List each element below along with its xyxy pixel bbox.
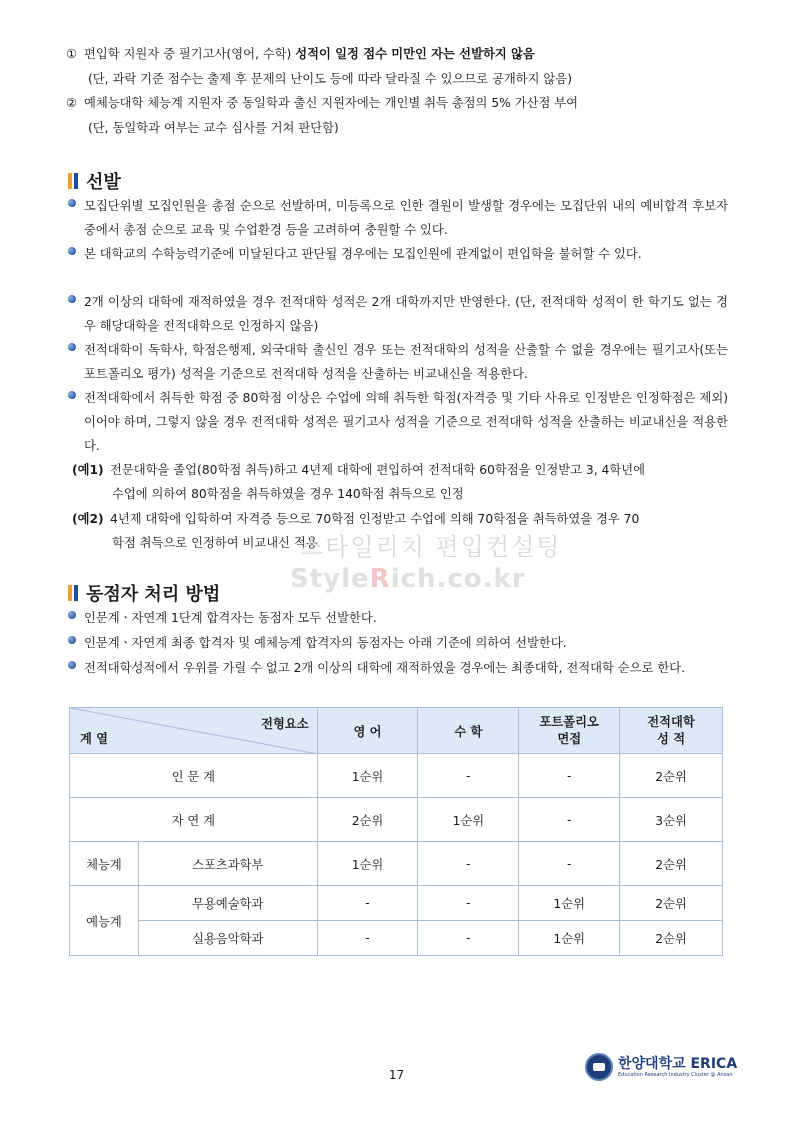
table-row (70, 886, 723, 921)
table-corner-cell (70, 708, 318, 754)
table-header: 영 어 (317, 708, 418, 754)
section-title-tie (68, 580, 220, 606)
logo-subtext: Education Research Industry Cluster @ Ansan (618, 1071, 733, 1078)
bullet-icon (68, 661, 76, 669)
bullet-icon (68, 611, 76, 619)
table-cell: - (317, 921, 418, 956)
table-cell: 2순위 (620, 754, 723, 798)
bullet-icon (68, 199, 76, 207)
row-group-label: 체능계 (70, 842, 139, 886)
table-cell: 1순위 (519, 886, 620, 921)
table-cell: 1순위 (418, 798, 519, 842)
bullet-text: 인문계ㆍ자연계 1단계 합격자는 동점자 모두 선발한다. (84, 611, 377, 625)
table-cell: 2순위 (317, 798, 418, 842)
bullet-icon (68, 295, 76, 303)
section-marker-icon (68, 585, 72, 601)
table-cell: 3순위 (620, 798, 723, 842)
table-cell: 2순위 (620, 886, 723, 921)
section-marker-icon (74, 585, 78, 601)
table-row (70, 798, 723, 842)
note-marker: ① (66, 47, 78, 61)
example-line: 4년제 대학에 입학하여 자격증 등으로 70학점 인정받고 수업에 의해 70학점을 취득하였을 경우 70 (110, 512, 640, 526)
tie-bullet-2 (68, 631, 728, 655)
note-4 (66, 119, 758, 137)
tie-bullet-1 (68, 606, 728, 630)
watermark-part: ich.co.kr (390, 564, 526, 594)
selection-bullet-2 (68, 242, 728, 266)
note-3 (66, 94, 736, 112)
example-line: 전문대학을 졸업(80학점 취득)하고 4년제 대학에 편입하여 전적대학 60학점을 인정받고 3, 4학년에 (110, 463, 645, 477)
table-cell: - (418, 842, 519, 886)
example-label: (예1) (72, 463, 104, 477)
bullet-text: 인문계ㆍ자연계 최종 합격자 및 예체능계 합격자의 동점자는 아래 기준에 의하여 선발한다. (84, 636, 567, 650)
bullet-icon (68, 247, 76, 255)
tie-bullet-3 (68, 656, 728, 680)
selection-bullet-5 (68, 386, 728, 458)
bullet-icon (68, 391, 76, 399)
row-group-label: 예능계 (70, 886, 139, 956)
table-header-row (70, 708, 723, 754)
corner-bottom-label: 계 열 (80, 732, 109, 746)
note-text: (단, 동일학과 여부는 교수 심사를 거쳐 판단함) (88, 121, 339, 135)
note-text: 편입학 지원자 중 필기고사(영어, 수학) (84, 47, 296, 61)
selection-bullet-3 (68, 290, 728, 338)
selection-bullet-4 (68, 338, 728, 386)
row-group-label: 자 연 계 (70, 798, 318, 842)
note-bold-text: 성적이 일정 점수 미만인 자는 선발하지 않음 (295, 47, 535, 61)
university-logo (585, 1053, 737, 1081)
table-header: 전적대학 성 적 (620, 708, 723, 754)
bullet-text: 본 대학교의 수학능력기준에 미달된다고 판단될 경우에는 모집인원에 관계없이 편입학을 불허할 수 있다. (84, 247, 642, 261)
logo-text: 한양대학교 ERICA (618, 1055, 738, 1072)
example-1 (72, 458, 728, 506)
bullet-icon (68, 343, 76, 351)
note-marker: ② (66, 96, 78, 110)
section-title-selection (68, 168, 121, 194)
bullet-text: 전적대학에서 취득한 학점 중 80학점 이상은 수업에 의해 취득한 학점(자격증 및 기타 사유로 인정받은 인정학점은 제외)이어야 하며, 그렇지 않을 경우 전적대학 성적은 필기고사 성적을 기준으로 전적대학 성적을 산출하는 비교내신을 적용한다. (84, 391, 728, 453)
selection-bullet-1 (68, 194, 728, 242)
row-group-label: 인 문 계 (70, 754, 318, 798)
university-seal-icon (585, 1053, 613, 1081)
watermark-part: R (369, 564, 391, 594)
note-2 (66, 70, 758, 88)
table-cell: - (418, 754, 519, 798)
section-title-text: 선발 (86, 172, 121, 193)
tie-break-table (69, 707, 723, 956)
page-number: 17 (388, 1068, 405, 1082)
watermark-part: Style (290, 564, 370, 594)
bullet-text: 전적대학이 독학사, 학점은행제, 외국대학 출신인 경우 또는 전적대학의 성적을 산출할 수 없을 경우에는 필기고사(또는 포트폴리오 평가) 성적을 기준으로 전적대학 성적을 산출하는 비교내신을 적용한다. (84, 343, 728, 381)
table-cell: 1순위 (317, 842, 418, 886)
table-cell: 1순위 (317, 754, 418, 798)
example-line: 수업에 의하여 80학점을 취득하였을 경우 140학점 취득으로 인정 (112, 487, 464, 501)
row-sub-label: 실용음악학과 (138, 921, 317, 956)
bullet-icon (68, 636, 76, 644)
table-cell: 2순위 (620, 921, 723, 956)
table-header: 포트폴리오 면접 (519, 708, 620, 754)
table-cell: - (317, 886, 418, 921)
table-cell: 2순위 (620, 842, 723, 886)
note-text: (단, 과락 기준 점수는 출제 후 문제의 난이도 등에 따라 달라질 수 있으므로 공개하지 않음) (88, 72, 572, 86)
table-cell: - (418, 921, 519, 956)
bullet-text: 2개 이상의 대학에 재적하였을 경우 전적대학 성적은 2개 대학까지만 반영한다. (단, 전적대학 성적이 한 학기도 없는 경우 해당대학을 전적대학으로 인정하지 않음) (84, 295, 728, 333)
corner-top-label: 전형요소 (261, 717, 309, 731)
row-sub-label: 스포츠과학부 (138, 842, 317, 886)
section-title-text: 동점자 처리 방법 (86, 584, 221, 605)
table-row (70, 921, 723, 956)
table-row (70, 842, 723, 886)
section-marker-icon (74, 173, 78, 189)
table-cell: - (519, 754, 620, 798)
watermark-text: 스타일리치 편입컨설팅 (300, 533, 562, 561)
bullet-text: 모집단위별 모집인원을 총점 순으로 선발하며, 미등록으로 인한 결원이 발생할 경우에는 모집단위 내의 예비합격 후보자 중에서 총점 순으로 교육 및 수업환경 등을 고려하여 충원할 수 있다. (84, 199, 728, 237)
note-text: 예체능대학 체능계 지원자 중 동일학과 출신 지원자에는 개인별 취득 총점의 5% 가산점 부여 (84, 96, 579, 110)
table-header: 수 학 (418, 708, 519, 754)
section-marker-icon (68, 173, 72, 189)
table-cell: - (519, 798, 620, 842)
table-cell: - (418, 886, 519, 921)
watermark-url (290, 564, 526, 594)
table-cell: 1순위 (519, 921, 620, 956)
row-sub-label: 무용예술학과 (138, 886, 317, 921)
note-1 (66, 45, 736, 63)
example-line: 학점 취득으로 인정하여 비교내신 적용 (112, 536, 318, 550)
bullet-text: 전적대학성적에서 우위를 가릴 수 없고 2개 이상의 대학에 재적하였을 경우에는 최종대학, 전적대학 순으로 한다. (84, 661, 686, 675)
table-row (70, 754, 723, 798)
example-label: (예2) (72, 512, 104, 526)
table-cell: - (519, 842, 620, 886)
